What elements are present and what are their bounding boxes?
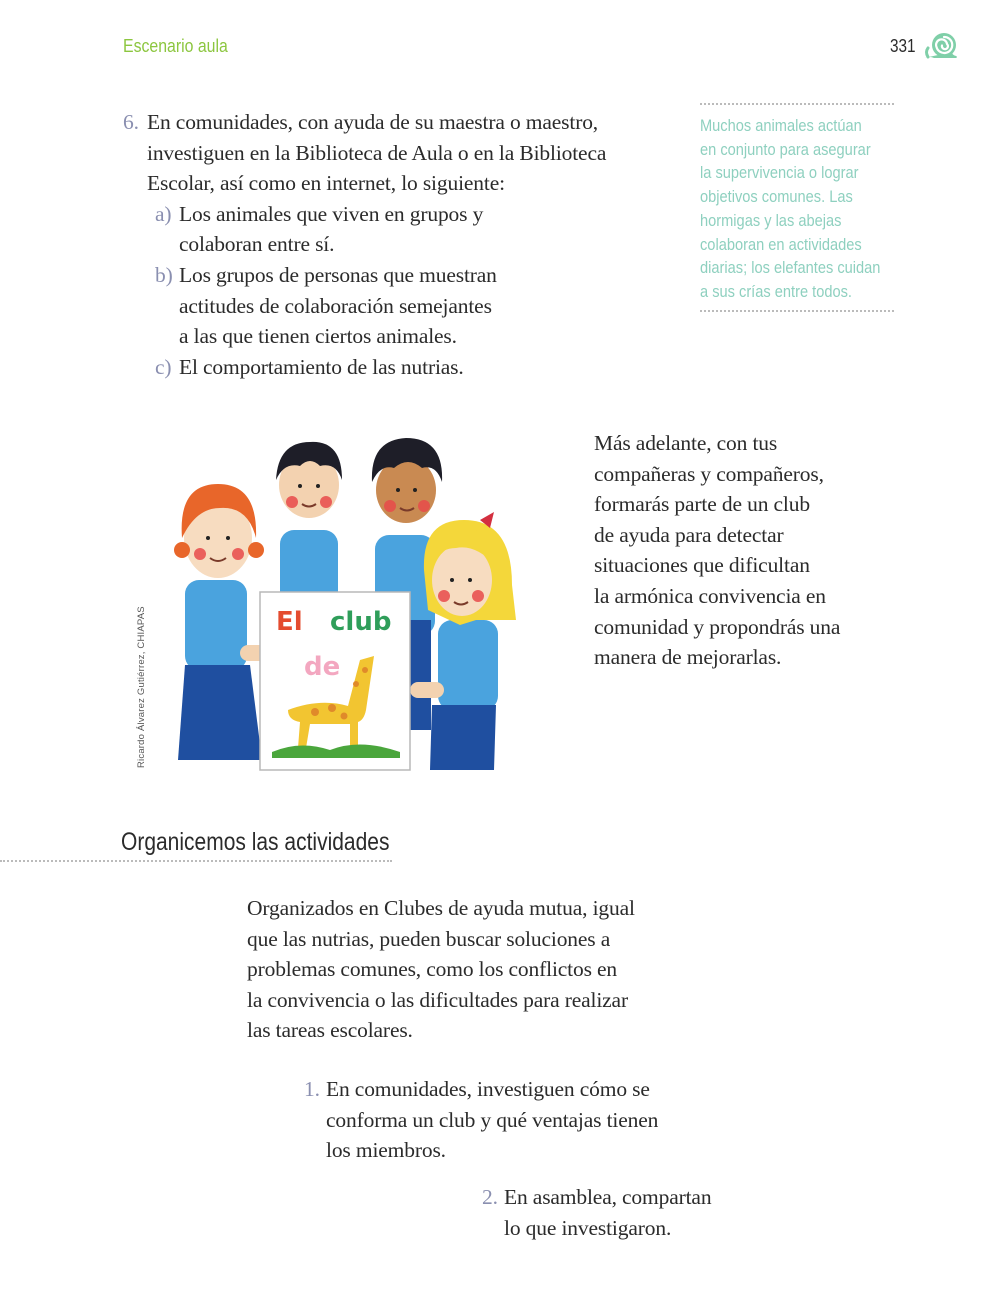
step-line: conforma un club y qué ventajas tienen (326, 1107, 659, 1132)
intro-line: problemas comunes, como los conflictos en (247, 957, 618, 982)
side-note-line: colaboran en actividades (700, 234, 862, 254)
step-line: lo que investigaron. (504, 1215, 672, 1240)
side-note-line: a sus crías entre todos. (700, 281, 852, 301)
section-divider (0, 860, 392, 862)
side-note (700, 103, 894, 312)
side-note-line: en conjunto para asegurar (700, 139, 871, 159)
subitem-line: actitudes de colaboración semejantes (179, 293, 492, 318)
side-note-line: diarias; los elefantes cuidan (700, 258, 881, 278)
activity-subitem-b (155, 260, 633, 352)
boy-left-figure (276, 442, 342, 610)
poster-title-club: club (330, 607, 392, 637)
page-number: 331 (890, 36, 916, 56)
step-1 (304, 1074, 684, 1166)
step-number: 1. (304, 1077, 320, 1101)
illustration-credit: Ricardo Álvarez Gutiérrez, CHIAPAS (136, 606, 147, 768)
intro-line: que las nutrias, pueden buscar soluciones a (247, 926, 611, 951)
step-number: 2. (482, 1185, 498, 1209)
activity-subitem-c (155, 352, 633, 383)
step-line: En comunidades, investiguen cómo se (326, 1077, 650, 1101)
subitem-line: Los animales que viven en grupos y (179, 201, 484, 226)
side-note-line: Muchos animales actúan (700, 116, 862, 135)
paragraph-line: formarás parte de un club (594, 492, 810, 517)
paragraph-line: comunidad y propondrás una (594, 614, 841, 639)
intro-line: la convivencia o las dificultades para realizar (247, 987, 628, 1012)
activity-line: investiguen en la Biblioteca de Aula o en la Biblioteca (147, 140, 607, 165)
subitem-line: Los grupos de personas que muestran (179, 262, 497, 287)
section-header: Escenario aula (123, 36, 228, 56)
club-poster (260, 592, 410, 770)
paragraph-line: manera de mejorarlas. (594, 645, 782, 670)
paragraph-line: situaciones que dificultan (594, 553, 810, 578)
side-note-line: la supervivencia o lograr (700, 163, 859, 183)
step-2 (482, 1182, 742, 1243)
section-title: Organicemos las actividades (121, 828, 390, 856)
activity-subitem-a (155, 199, 633, 260)
poster-title-el: El (276, 607, 303, 637)
paragraph-line: la armónica convivencia en (594, 583, 826, 608)
paragraph-line: compañeras y compañeros, (594, 461, 824, 486)
subitem-line: El comportamiento de las nutrias. (179, 354, 464, 379)
club-paragraph (594, 428, 884, 673)
children-club-illustration (160, 420, 530, 780)
paragraph-line: de ayuda para detectar (594, 522, 784, 547)
step-line: En asamblea, compartan (504, 1185, 712, 1209)
poster-title-de: de (304, 652, 341, 682)
activity-number: 6. (123, 110, 139, 134)
side-note-line: hormigas y las abejas (700, 210, 842, 230)
subitem-line: a las que tienen ciertos animales. (179, 324, 457, 349)
subitem-line: colaboran entre sí. (179, 232, 335, 257)
activity-6 (123, 107, 633, 382)
intro-line: las tareas escolares. (247, 1018, 413, 1043)
paragraph-line: Más adelante, con tus (594, 431, 778, 455)
step-line: los miembros. (326, 1138, 446, 1163)
subitem-letter: c) (155, 354, 172, 379)
section-intro (247, 893, 667, 1046)
activity-line: En comunidades, con ayuda de su maestra o maestro, (147, 110, 599, 134)
snail-spiral-icon (922, 30, 960, 62)
girl-left-figure (174, 484, 270, 760)
side-note-line: objetivos comunes. Las (700, 187, 853, 207)
activity-line: Escolar, así como en internet, lo siguiente: (147, 171, 505, 196)
intro-line: Organizados en Clubes de ayuda mutua, igual (247, 896, 635, 920)
subitem-letter: b) (155, 262, 173, 287)
subitem-letter: a) (155, 201, 172, 226)
